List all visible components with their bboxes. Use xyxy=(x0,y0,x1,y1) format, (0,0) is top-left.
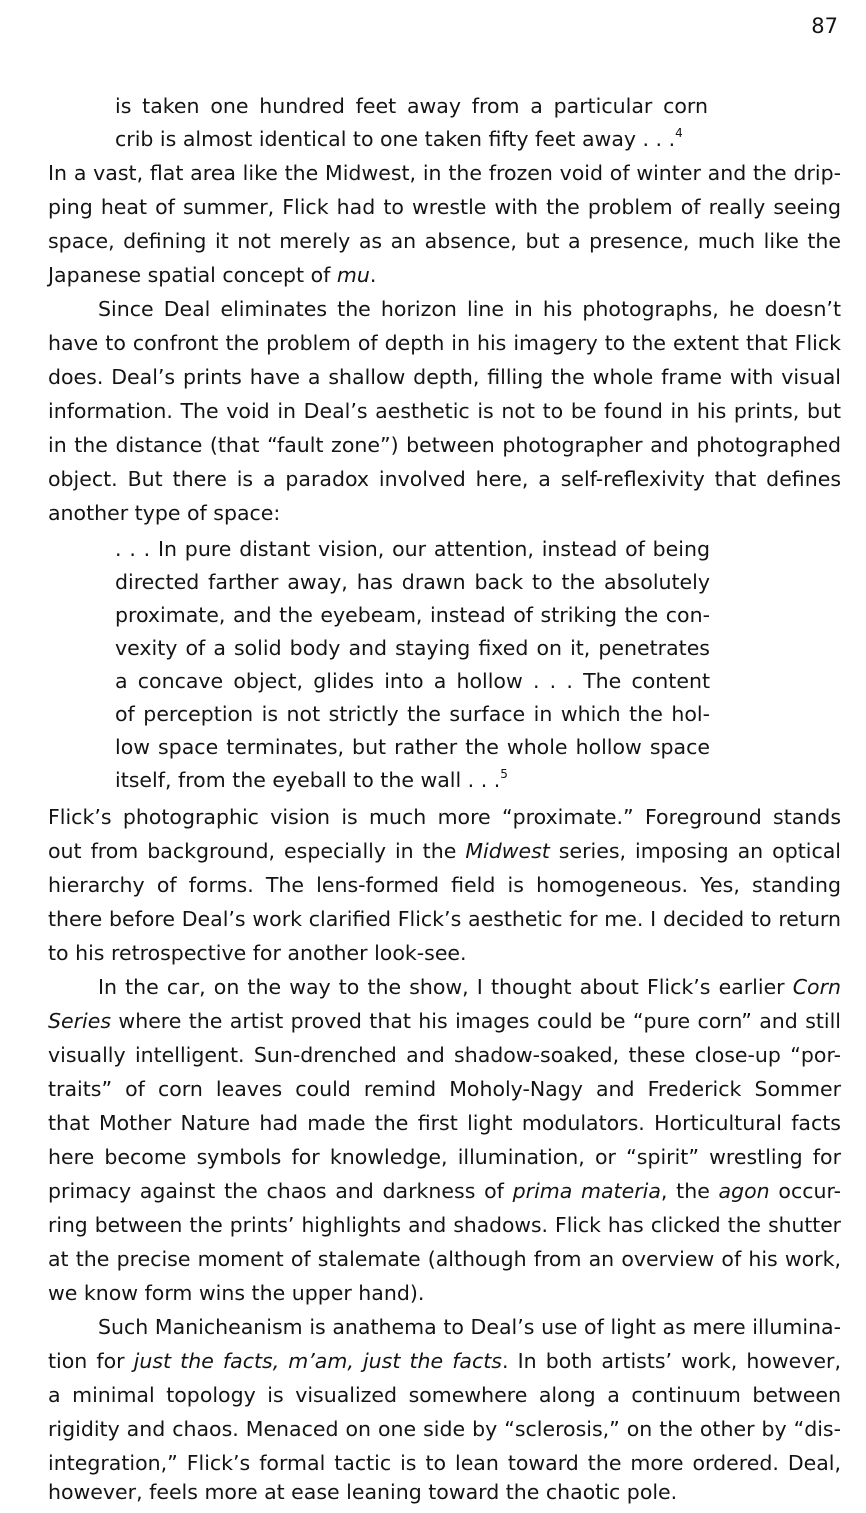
para1-line-1: In a vast, flat area like the Midwest, in the frozen void of winter and the drip- xyxy=(48,161,841,185)
para5-line-1: Such Manicheanism is anathema to Deal’s use of light as mere illumina- xyxy=(98,1315,841,1339)
quote2-line-3: proximate, and the eyebeam, instead of striking the con- xyxy=(115,603,710,627)
para2-line-2: have to confront the problem of depth in his imagery to the extent that Flick xyxy=(48,331,841,355)
para5-line-4: rigidity and chaos. Menaced on one side by “sclerosis,” on the other by “dis- xyxy=(48,1417,841,1441)
para3-line-2: out from background, especially in the Midwest series, imposing an optical xyxy=(48,839,841,863)
quote1-line-2: crib is almost identical to one taken fifty feet away . . .$^4$ xyxy=(115,126,683,151)
quote2-line-6: of perception is not strictly the surface in which the hol- xyxy=(115,702,710,726)
para3-line-3: hierarchy of forms. The lens-formed field is homogeneous. Yes, standing xyxy=(48,873,841,897)
footnote-marker-5: 5 xyxy=(500,767,508,781)
para4-line-5: that Mother Nature had made the first light modulators. Horticultural facts xyxy=(48,1111,841,1135)
para3-line-1: Flick’s photographic vision is much more “proximate.” Foreground stands xyxy=(48,805,841,829)
para4-line-3: visually intelligent. Sun-drenched and shadow-soaked, these close-up “por- xyxy=(48,1043,841,1067)
para4-line-2: Series where the artist proved that his images could be “pure corn” and still xyxy=(48,1009,841,1033)
para2-line-6: object. But there is a paradox involved here, a self-reflexivity that defines xyxy=(48,467,841,491)
quote2-line-1: . . . In pure distant vision, our attention, instead of being xyxy=(115,537,710,561)
para4-line-8: ring between the prints’ highlights and shadows. Flick has clicked the shutter xyxy=(48,1213,841,1237)
para4-line-9: at the precise moment of stalemate (although from an overview of his work, xyxy=(48,1247,841,1271)
page-number: 87 xyxy=(811,14,838,38)
quote1-line-1: is taken one hundred feet away from a particular corn xyxy=(115,94,708,118)
para1-line-3: space, defining it not merely as an absence, but a presence, much like the xyxy=(48,229,841,253)
para4-line-10: we know form wins the upper hand). xyxy=(48,1281,425,1305)
footnote-marker-4: 4 xyxy=(675,126,683,140)
quote2-line-8: itself, from the eyeball to the wall . . .$^5$ xyxy=(115,767,508,792)
para5-line-3: a minimal topology is visualized somewhere along a continuum between xyxy=(48,1383,841,1407)
para1-line-2: ping heat of summer, Flick had to wrestle with the problem of really seeing xyxy=(48,195,841,219)
para2-line-5: in the distance (that “fault zone”) between photographer and photographed xyxy=(48,433,841,457)
quote2-line-5: a concave object, glides into a hollow . . . The content xyxy=(115,669,710,693)
quote2-line-4: vexity of a solid body and staying fixed on it, penetrates xyxy=(115,636,710,660)
para3-line-5: to his retrospective for another look-see. xyxy=(48,941,467,965)
quote2-line-2: directed farther away, has drawn back to the absolutely xyxy=(115,570,710,594)
para5-line-5: integration,” Flick’s formal tactic is to lean toward the more ordered. Deal, xyxy=(48,1451,841,1475)
para5-line-2: tion for just the facts, m’am, just the facts. In both artists’ work, however, xyxy=(48,1349,841,1373)
para2-line-1: Since Deal eliminates the horizon line in his photographs, he doesn’t xyxy=(98,297,841,321)
para4-line-6: here become symbols for knowledge, illumination, or “spirit” wrestling for xyxy=(48,1145,841,1169)
para4-line-7: primacy against the chaos and darkness of prima materia, the agon occur- xyxy=(48,1179,841,1203)
para4-line-4: traits” of corn leaves could remind Moholy-Nagy and Frederick Sommer xyxy=(48,1077,841,1101)
para2-line-3: does. Deal’s prints have a shallow depth, filling the whole frame with visual xyxy=(48,365,841,389)
para1-line-4: Japanese spatial concept of mu. xyxy=(48,263,377,287)
para4-line-1: In the car, on the way to the show, I thought about Flick’s earlier Corn xyxy=(98,975,841,999)
para5-line-6: however, feels more at ease leaning toward the chaotic pole. xyxy=(48,1480,678,1504)
para2-line-4: information. The void in Deal’s aesthetic is not to be found in his prints, but xyxy=(48,399,841,423)
para2-line-7: another type of space: xyxy=(48,501,281,525)
para3-line-4: there before Deal’s work clarified Flick’s aesthetic for me. I decided to return xyxy=(48,907,841,931)
quote2-line-7: low space terminates, but rather the whole hollow space xyxy=(115,735,710,759)
